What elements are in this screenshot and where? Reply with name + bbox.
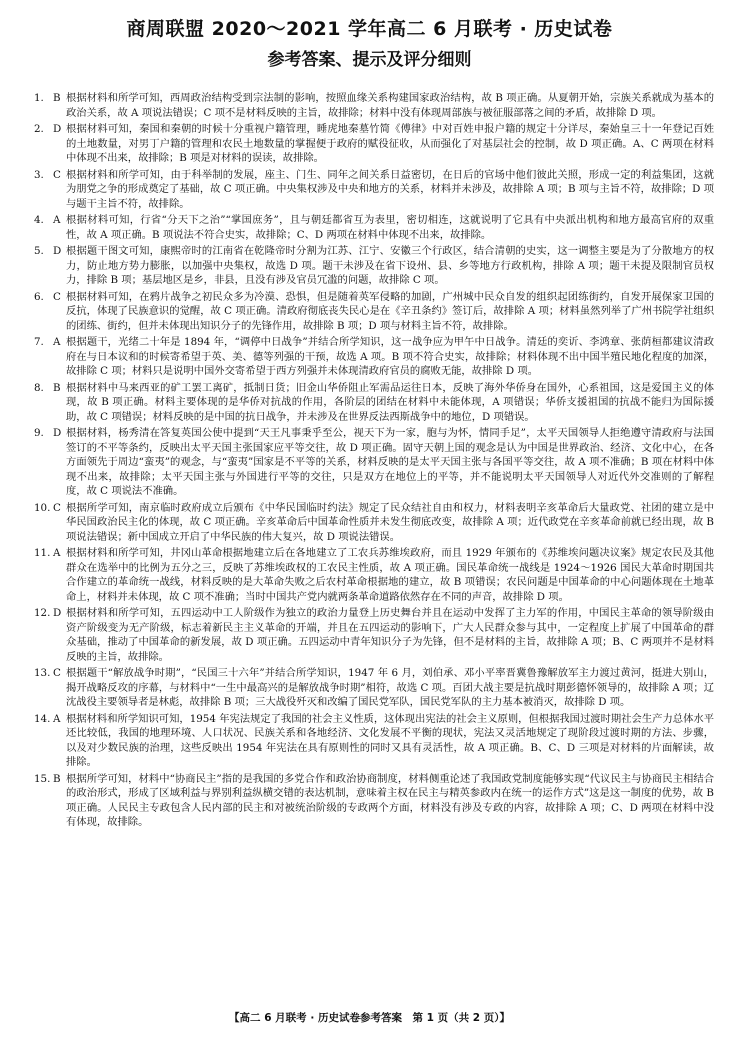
page-title: 商周联盟 2020～2021 学年高二 6 月联考 · 历史试卷 xyxy=(126,18,613,40)
answer-explanation: 根据材料可知，行省“分天下之治”“掌国庶务”，且与朝廷都省互为表里，密切相连，这就说明了它具有中央派出机构和地方最高官府的双重性，故 A 项正确。B 项说法不符合史实，故排除；C、D 两项在材料中体现不出来，故排除。 xyxy=(66,214,714,241)
answer-number: 5. xyxy=(34,245,44,257)
answer-number: 1. xyxy=(34,92,44,104)
answer-number: 15. xyxy=(34,772,51,785)
answer-key: A xyxy=(53,712,61,725)
answer-number: 9. xyxy=(34,427,44,439)
answer-key: A xyxy=(53,214,61,226)
answer-explanation: 根据所学可知，材料中“协商民主”指的是我国的多党合作和政治协商制度，材料侧重论述了我国政党制度能够实现“代议民主与协商民主相结合的政治形式，形成了区域利益与界别利益纵横交错的表达机制，意味着主权在民主与精英参政内在统一的运作方式”这是这一制度的优势，故 B 项正确。人民民主专政包含人民内部的民主和对被统治阶级的专政两个方面，材料没有涉及专政的内容，故排除 A 项；C、D 两项在材料中没有体现，故排除。 xyxy=(66,772,714,828)
answer-item xyxy=(34,244,714,288)
answer-number: 11. xyxy=(34,547,51,559)
answer-item xyxy=(34,426,714,499)
answer-list xyxy=(34,91,714,832)
answer-number: 8. xyxy=(34,381,44,394)
answer-explanation: 根据题干，光绪二十年是 1894 年，“调停中日战争”并结合所学知识，这一战争应为甲午中日战争。清廷的奕䜣、李鸿章、张荫桓都建议清政府在与日本议和的时候寄希望于英、美、德等列强的干预，故选 A 项。B 项不符合史实，故排除；材料体现不出中国半殖民地化程度的加深，故排除 C 项；材料只是说明中国外交寄希望于西方列强并未体现清政府官员的腐败无能，故排除 D 项。 xyxy=(66,336,714,377)
answer-key: D xyxy=(53,427,62,439)
answer-item xyxy=(34,606,714,664)
answer-item xyxy=(34,213,714,242)
answer-key: C xyxy=(53,667,61,679)
answer-item xyxy=(34,501,714,545)
answer-number: 14. xyxy=(34,712,51,725)
page-subtitle: 参考答案、提示及评分细则 xyxy=(267,50,472,70)
answer-item xyxy=(34,381,714,425)
answer-explanation: 根据材料和所学可知，由于科举制的发展，座主、门生、同年之间关系日益密切，在日后的官场中他们彼此关照，形成一定的利益集团，这就为朋党之争的形成奠定了基础，故 C 项正确。中央集权涉及中央和地方的关系，材料并未涉及，故排除 A 项；B 项与主旨不符，故排除；D 项与题干主旨不符，故排除。 xyxy=(66,168,714,210)
answer-number: 13. xyxy=(34,667,51,679)
answer-number: 10. xyxy=(34,501,51,514)
answer-item xyxy=(34,91,714,120)
answer-key: D xyxy=(53,123,62,135)
answer-key: A xyxy=(53,547,61,559)
answer-explanation: 根据材料和所学知识可知，1954 年宪法规定了我国的社会主义性质，这体现出宪法的社会主义原则，但根据我国过渡时期社会生产力总体水平还比较低，我国的地理环境、人口状况、民族关系和各地经济、文化发展不平衡的现状，宪法又灵活地规定了现阶段过渡时期的方法、步骤，以及对少数民族的治理，这些反映出 1954 年宪法在具有原则性的同时又具有灵活性，故 A 项正确。B、C、D 三项是对材料的片面解读，故排除。 xyxy=(66,712,714,768)
answer-explanation: 根据材料和所学可知，五四运动中工人阶级作为独立的政治力量登上历史舞台并且在运动中发挥了主力军的作用，中国民主革命的领导阶级由资产阶级变为无产阶级，标志着新民主主义革命的开端，并且在五四运动的影响下，广大人民群众参与其中，一定程度上扩展了中国革命的群众基础，推动了中国革命的新发展，故 D 项正确。五四运动中青年知识分子为先锋，但不是材料的主旨，故排除 A 项；B、C 两项并不是材料反映的主旨，故排除。 xyxy=(66,607,714,663)
answer-key: D xyxy=(53,245,62,257)
answer-explanation: 根据材料和所学可知，西周政治结构受到宗法制的影响，按照血缘关系构建国家政治结构，故 B 项正确。从夏朝开始，宗族关系就成为基本的政治关系，故 A 项说法错误；C 项不是材料反映的主旨，故排除；材料中没有体现周部族与被征服部落之间的矛盾，故排除 D 项。 xyxy=(66,92,714,119)
answer-item xyxy=(34,122,714,166)
answer-number: 2. xyxy=(34,123,44,135)
answer-explanation: 根据题干图文可知，康熙帝时的江南省在乾隆帝时分割为江苏、江宁、安徽三个行政区，结合清朝的史实，这一调整主要是为了分散地方的权力，防止地方势力膨胀，以加强中央集权，故选 D 项。题干未涉及在省下设州、县、乡等地方行政机构，排除 A 项；题干未提及限制官员权力，排除 B 项；基层地区是乡，非县，且没有涉及官员冗滥的问题，故排除 C 项。 xyxy=(66,245,714,286)
answer-item xyxy=(34,168,714,212)
answer-item xyxy=(34,546,714,604)
page-footer: 【高二 6 月联考 · 历史试卷参考答案 第 1 页（共 2 页）】 xyxy=(229,1012,510,1024)
answer-number: 12. xyxy=(34,607,51,619)
answer-item xyxy=(34,772,714,830)
answer-item xyxy=(34,712,714,770)
answer-explanation: 根据题干“解放战争时期”，“民国三十六年”并结合所学知识，1947 年 6 月，刘伯承、邓小平率晋冀鲁豫解放军主力渡过黄河，挺进大别山，揭开战略反攻的序幕，与材料中“一生中最高兴的是解放战争时期”相符，故选 C 项。百团大战主要是抗战时期彭德怀领导的，故排除 A 项；辽沈战役主要领导者是林彪，故排除 B 项；三大战役歼灭和改编了国民党军队，国民党军队的主力基本被消灭，故排除 D 项。 xyxy=(66,667,714,708)
answer-item xyxy=(34,335,714,379)
answer-key: C xyxy=(53,501,61,514)
answer-explanation: 根据材料中马来西亚的矿工罢工离矿，抵制日货；旧金山华侨阻止军需品运往日本，反映了海外华侨身在国外，心系祖国，这是爱国主义的体现，故 B 项正确。材料主要体现的是华侨对抗战的作用，各阶层的团结在材料中未能体现，A 项错误；华侨支援祖国的抗战不能归为国际援助，故 C 项错误；材料反映的是中国的抗日战争，并未涉及在世界反法西斯战争中的地位，D 项错误。 xyxy=(66,381,714,423)
answer-key: B xyxy=(53,381,61,394)
answer-key: C xyxy=(53,290,61,303)
answer-number: 6. xyxy=(34,290,44,303)
answer-item xyxy=(34,290,714,334)
answer-explanation: 根据材料可知，秦国和秦朝的时候十分重视户籍管理，睡虎地秦墓竹简《傅律》中对百姓申报户籍的规定十分详尽，秦始皇三十一年登记百姓的土地数量，对男丁户籍的管理和农民土地数量的掌握便于政府的赋役征收，从而强化了对基层社会的控制，故 D 项正确。A、C 两项在材料中体现不出来，故排除；B 项是对材料的误读，故排除。 xyxy=(66,123,714,164)
answer-explanation: 根据材料可知，在鸦片战争之初民众多为冷漠、恐惧，但是随着英军侵略的加剧，广州城中民众自发的组织起团练街约，自发开展保家卫国的反抗，体现了民族意识的觉醒，故 C 项正确。清政府彻底丧失民心是在《辛丑条约》签订后，故排除 A 项；材料虽然列举了广州书院学社组织的团练、街约，但并未体现出知识分子的先锋作用，故排除 B 项；D 项与材料主旨不符，故排除。 xyxy=(66,290,714,332)
answer-explanation: 根据所学可知，南京临时政府成立后颁布《中华民国临时约法》规定了民众结社自由和权力，材料表明辛亥革命后大量政党、社团的建立是中华民国政治民主化的体现，故 C 项正确。辛亥革命后中国革命性质并未发生彻底改变，故排除 A 项；近代政党在辛亥革命前就已经出现，故 B 项说法错误；新中国成立开启了中华民族的伟大复兴，故 D 项说法错误。 xyxy=(66,501,714,543)
answer-number: 4. xyxy=(34,214,44,226)
answer-explanation: 根据材料和所学可知，井冈山革命根据地建立后在各地建立了工农兵苏维埃政府，而且 1929 年颁布的《苏维埃问题决议案》规定农民及其他群众在选举中的比例为五分之三，反映了苏维埃政权的工农民主性质，故 A 项正确。国民革命统一战线是 1924～1926 国民大革命时期国共合作建立的革命统一战线，材料反映的是大革命失败之后农村革命根据地的建立，故 B 项错误；农民问题是中国革命的中心问题体现在土地革命上，材料并未体现，故 C 项不准确；当时中国共产党内就两条革命道路依然存在不同的声音，故排除 D 项。 xyxy=(66,547,714,603)
answer-key: C xyxy=(53,168,61,181)
answer-number: 7. xyxy=(34,336,44,348)
answer-key: D xyxy=(53,607,62,619)
answer-key: B xyxy=(53,92,61,104)
answer-item xyxy=(34,666,714,710)
answer-key: A xyxy=(53,336,61,348)
answer-explanation: 根据材料，杨秀清在答复英国公使中提到“天王凡事秉乎至公，视天下为一家，胞与为怀，情同手足”，太平天国领导人拒绝遵守清政府与法国签订的不平等条约，反映出太平天国主张国家应平等交往，故 D 项正确。固守天朝上国的观念是认为中国是世界政治、经济、文化中心，在各方面领先于周边“蛮夷”的观念，与“蛮夷”国家是不平等的关系，材料反映的是太平天国主张与各国平等交往，故 A 项不准确；B 项在材料中体现不出来，故排除；太平天国主张与外国进行平等的交往，只是双方在地位上的平等，并不能说明太平天国领导人对近代外交准则的了解程度，故 C 项说法不准确。 xyxy=(66,427,714,497)
answer-key: B xyxy=(53,772,61,785)
answer-number: 3. xyxy=(34,168,44,181)
